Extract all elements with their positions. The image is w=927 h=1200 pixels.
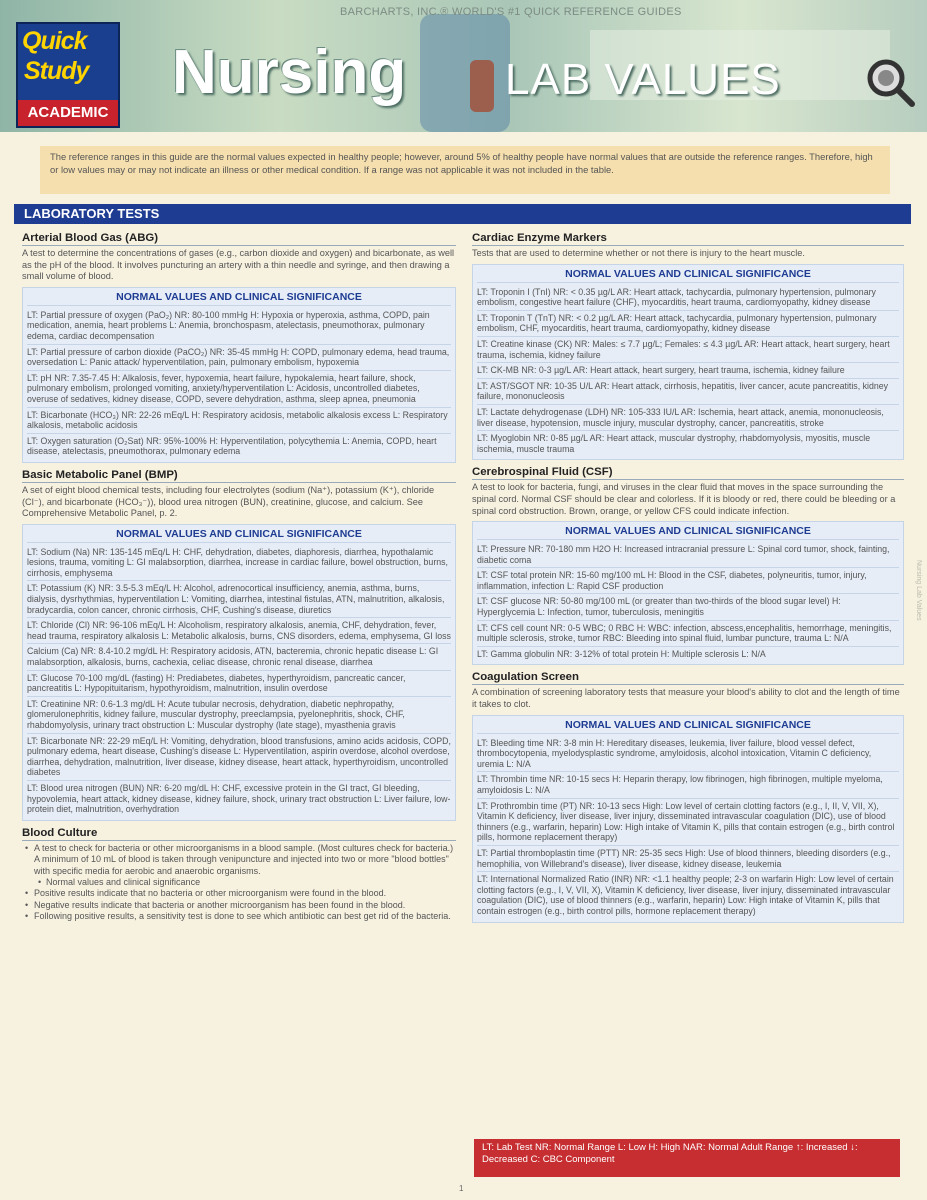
values-box-cardiac-enzymes (472, 264, 904, 461)
decor-shape (420, 14, 510, 132)
logo-quick-text: Quick (22, 27, 87, 55)
section-desc-coagulation: A combination of screening laboratory tests that measure your blood's ability to clot and the length of time it takes to clot. (472, 687, 900, 710)
intro-note: The reference ranges in this guide are the normal values expected in healthy people; however, around 5% of healthy people have normal values that are outside the reference ranges. Therefore, high or low values may or may not indicate an illness or other medical condition. If a range was not applicable it was not included in the table. (40, 146, 890, 194)
list-item: • A test to check for bacteria or other microorganisms in a blood sample. (Most cultures check for bacteria.) A minimum of 10 mL of blood is taken through venipuncture and injected into two or more "blood bottles" with specific media for aerobic and anaerobic organisms. (22, 843, 456, 877)
section-desc-bmp: A set of eight blood chemical tests, including four electrolytes (sodium (Na⁺), potassium (K⁺), chloride (Cl⁻), and bicarbonate (HCO₃⁻)), blood urea nitrogen (BUN), creatinine, glucose, and calcium. See Comprehensive Metabolic Panel, p. 2. (22, 484, 435, 519)
abbreviation-legend: LT: Lab Test NR: Normal Range L: Low H: High NAR: Normal Adult Range ↑: Increased ↓: Decreased C: CBC Component (474, 1139, 900, 1177)
lab-entry: LT: Creatinine NR: 0.6-1.3 mg/dL H: Acute tubular necrosis, dehydration, diabetic nephropathy, glomerulonephritis, kidney failure, muscular dystrophy, preeclampsia, pyelonephritis, shock, CHF, rhabdomyolysis, urinary tract obstruction L: Muscular dystrophy (late stage), myasthenia gravis (27, 697, 451, 734)
lab-entry: LT: CK-MB NR: 0-3 µg/L AR: Heart attack, heart surgery, heart trauma, ischemia, kidney failure (477, 363, 899, 379)
lab-entry: LT: Lactate dehydrogenase (LDH) NR: 105-333 IU/L AR: Ischemia, heart attack, anemia, mononucleosis, liver disease, hypotension, muscle injury, muscular dystrophy, cancer, pancreatitis, stroke (477, 405, 899, 431)
lab-entry: LT: Oxygen saturation (O₂Sat) NR: 95%-100% H: Hyperventilation, polycythemia L: Anemia, COPD, heart disease, atelectasis, pneumothorax, pulmonary edema (27, 435, 437, 457)
lab-entry: LT: International Normalized Ratio (INR) NR: <1.1 healthy people; 2-3 on warfarin High: Low level of certain clotting factors (e.g., I, V, VII, X), Vitamin K deficiency, liver disease, liver injury, disseminated intravascular coagulation (DIC), use of blood thinners (e.g., warfarin, heparin) Low: High intake of Vitamin K, pills that contain estrogen (e.g., birth control pills, hormone replacement therapy) (477, 874, 894, 916)
lab-entry: LT: Bleeding time NR: 3-8 min H: Hereditary diseases, leukemia, liver failure, blood vessel defect, thrombocytopenia, myelodysplastic syndrome, amyloidosis, alcohol intoxication, Vitamin C deficiency, uremia L: N/A (477, 736, 899, 773)
lab-entry: LT: Prothrombin time (PT) NR: 10-13 secs High: Low level of certain clotting factors (e.g., I, II, V, VII, X), Vitamin K deficiency, liver disease, liver injury, disseminated intravascular coagulation (DIC), use of blood thinners (e.g., warfarin, heparin) Low: High intake of Vitamin K, pills that contain estrogen (e.g., birth control pills, hormone replacement therapy) (477, 799, 899, 846)
left-column (22, 232, 456, 1177)
lab-entry: LT: Creatine kinase (CK) NR: Males: ≤ 7.7 µg/L; Females: ≤ 4.3 µg/L AR: Heart attack, heart surgery, heart trauma, ischemia, kidney failure (477, 337, 899, 363)
logo-study-text: Study (24, 57, 89, 85)
section-title-blood-culture: Blood Culture (22, 827, 456, 841)
values-heading: NORMAL VALUES AND CLINICAL SIGNIFICANCE (477, 268, 899, 283)
section-title-abg: Arterial Blood Gas (ABG) (22, 232, 456, 246)
section-title-csf: Cerebrospinal Fluid (CSF) (472, 466, 904, 480)
values-box-bmp (22, 524, 456, 821)
values-box-csf (472, 521, 904, 665)
values-box-coagulation (472, 715, 904, 923)
decor-shape (470, 60, 494, 112)
logo-academic-text: ACADEMIC (18, 100, 118, 126)
stethoscope-icon (864, 56, 916, 108)
values-box-abg (22, 287, 456, 463)
quickstudy-logo (16, 22, 120, 128)
lab-entry: LT: Blood urea nitrogen (BUN) NR: 6-20 mg/dL H: CHF, excessive protein in the GI tract, GI bleeding, hypovolemia, heart attack, kidney disease, kidney failure, shock, urinary tract obstruction L: Liver failure, low-protein diet, malnutrition, overhydration (27, 782, 451, 815)
lab-entry: LT: Troponin I (TnI) NR: < 0.35 µg/L AR: Heart attack, tachycardia, pulmonary hypertension, pulmonary embolism, congestive heart failure (CHF), myocarditis, heart trauma, cardiomyopathy, kidney disease (477, 285, 899, 311)
list-item: • Positive results indicate that no bacteria or other microorganism were found in the blood. (22, 888, 456, 899)
page-subtitle: LAB VALUES (505, 55, 781, 104)
section-desc-abg: A test to determine the concentrations of gases (e.g., carbon dioxide and oxygen) and bicarbonate, as well as the pH of the blood. It involves puncturing an artery with a thin needle and syringe, and then drawing a small volume of blood. (22, 248, 455, 282)
list-item: • Negative results indicate that bacteria or another microorganism has been found in the blood. (22, 900, 456, 911)
section-bar-laboratory-tests: LABORATORY TESTS (14, 204, 911, 224)
lab-entry: LT: Partial pressure of carbon dioxide (PaCO₂) NR: 35-45 mmHg H: COPD, pulmonary edema, head trauma, oversedation L: Panic attack/ hyperventilation, pain, pulmonary embolism, hypoxemia (27, 345, 451, 371)
header-banner (0, 0, 927, 132)
section-title-coagulation: Coagulation Screen (472, 671, 904, 685)
side-margin-text: Nursing Lab Values (915, 560, 922, 621)
lab-entry: LT: CFS cell count NR: 0-5 WBC; 0 RBC H: WBC: infection, abscess,encephalitis, hemorrhage, meningitis, multiple sclerosis, stroke, tumor RBC: Bleeding into spinal fluid, lumbar puncture, trauma L: N/A (477, 621, 899, 647)
page-number: 1 (459, 1184, 464, 1193)
lab-entry: LT: Potassium (K) NR: 3.5-5.3 mEq/L H: Alcohol, adrenocortical insufficiency, anemia, asthma, burns, dialysis, dysrhythmias, hyperventilation L: Vomiting, diarrhea, intestinal fistulas, ATN, malnutrition, alkalosis, bradycardia, colon cancer, chronic cirrhosis, CHF, Cushing's disease, diuretics (27, 581, 451, 618)
values-heading: NORMAL VALUES AND CLINICAL SIGNIFICANCE (477, 719, 899, 734)
publisher-tagline: BARCHARTS, INC.® WORLD'S #1 QUICK REFERENCE GUIDES (340, 6, 682, 18)
lab-entry: LT: Thrombin time NR: 10-15 secs H: Heparin therapy, low fibrinogen, high fibrinogen, multiple myeloma, amyloidosis L: N/A (477, 772, 899, 798)
lab-entry: LT: Myoglobin NR: 0-85 µg/L AR: Heart attack, muscular dystrophy, rhabdomyolysis, myositis, muscle ischemia, muscle trauma (477, 433, 871, 454)
values-heading: NORMAL VALUES AND CLINICAL SIGNIFICANCE (27, 528, 451, 543)
section-desc-cardiac-enzymes: Tests that are used to determine whether or not there is injury to the heart muscle. (472, 248, 805, 258)
lab-entry: Calcium (Ca) NR: 8.4-10.2 mg/dL H: Respiratory acidosis, ATN, bacteremia, chronic hepatic disease L: GI malabsorption, alkalosis, burns, cachexia, celiac disease, chronic renal disease, diarrhea (27, 644, 451, 670)
lab-entry: LT: CSF glucose NR: 50-80 mg/100 mL (or greater than two-thirds of the blood sugar level) H: Hyperglycemia L: Infection, tumor, tuberculosis, meningitis (477, 594, 899, 620)
lab-entry: LT: Partial thromboplastin time (PTT) NR: 25-35 secs High: Use of blood thinners, bleeding disorders (e.g., hemophilia, von Willebrand's disease), liver disease, kidney disease, leukemia (477, 846, 899, 872)
lab-entry: LT: Gamma globulin NR: 3-12% of total protein H: Multiple sclerosis L: N/A (477, 648, 766, 659)
values-heading: NORMAL VALUES AND CLINICAL SIGNIFICANCE (477, 525, 899, 540)
lab-entry: LT: Glucose 70-100 mg/dL (fasting) H: Prediabetes, diabetes, hyperthyroidism, pancreatic cancer, pancreatitis L: Hypopituitarism, hypothyroidism, malnutrition, insulin overdose (27, 671, 451, 697)
lab-entry: LT: CSF total protein NR: 15-60 mg/100 mL H: Blood in the CSF, diabetes, polyneuritis, tumor, injury, inflammation, infection L: Rapid CSF production (477, 568, 899, 594)
values-heading: NORMAL VALUES AND CLINICAL SIGNIFICANCE (27, 291, 451, 306)
section-desc-csf: A test to look for bacteria, fungi, and viruses in the clear fluid that moves in the space surrounding the spinal cord. Normal CSF should be clear and colorless. If it is bloody or red, there could be bleeding or a spinal cord obstruction. Brown, orange, or yellow CFS could indicate infection. (472, 482, 896, 516)
lab-entry: LT: pH NR: 7.35-7.45 H: Alkalosis, fever, hypoxemia, heart failure, hypokalemia, heart failure, shock, pulmonary embolism, prolonged vomiting, anxiety/hyperventilation L: Acidosis, uncontrolled diabetes, overuse of sedatives, kidney disease, COPD, severe dehydration, asthma, sleep apnea, pneumonia (27, 371, 451, 408)
lab-entry: LT: Sodium (Na) NR: 135-145 mEq/L H: CHF, dehydration, diabetes, diaphoresis, diarrhea, hypothalamic lesions, trauma, vomiting L: GI malabsorption, diarrhea, increase in cardiac failure, bowel obstruction, burns, cirrhosis, emphysema (27, 545, 451, 582)
list-item: • Normal values and clinical significance (22, 877, 456, 888)
section-title-bmp: Basic Metabolic Panel (BMP) (22, 469, 456, 483)
section-title-cardiac-enzymes: Cardiac Enzyme Markers (472, 232, 904, 246)
page-title: Nursing (172, 38, 407, 107)
lab-entry: LT: Troponin T (TnT) NR: < 0.2 µg/L AR: Heart attack, tachycardia, pulmonary hypertension, pulmonary embolism, CHF, myocarditis, heart trauma, cardiomyopathy, kidney disease (477, 311, 899, 337)
right-column (472, 232, 904, 1137)
lab-entry: LT: Bicarbonate (HCO₃) NR: 22-26 mEq/L H: Respiratory acidosis, metabolic alkalosis excess L: Respiratory alkalosis, metabolic acidosis (27, 408, 451, 434)
lab-entry: LT: Pressure NR: 70-180 mm H2O H: Increased intracranial pressure L: Spinal cord tumor, shock, fainting, diabetic coma (477, 542, 899, 568)
list-item: • Following positive results, a sensitivity test is done to see which antibiotic can best get rid of the bacteria. (22, 911, 456, 922)
lab-entry: LT: Partial pressure of oxygen (PaO₂) NR: 80-100 mmHg H: Hypoxia or hyperoxia, asthma, COPD, pain medication, anemia, heart problems L: Anemia, bronchospasm, atelectasis, pneumothorax, pulmonary edema, cardiac decompensation (27, 308, 451, 345)
lab-entry: LT: Chloride (Cl) NR: 96-106 mEq/L H: Alcoholism, respiratory alkalosis, anemia, CHF, dehydration, fever, head trauma, respiratory alkalosis L: Metabolic alkalosis, burns, CNS disorders, edema, emphysema, GI loss (27, 618, 451, 644)
lab-entry: LT: Bicarbonate NR: 22-29 mEq/L H: Vomiting, dehydration, blood transfusions, amino acids acidosis, COPD, pulmonary edema, heart disease, Cushing's disease L: Hyperventilation, aspirin overdose, alcohol overdose, diarrhea, dehydration, malnutrition, liver disease, kidney disease, heart attack, hyperthyroidism, uncontrolled diabetes (27, 734, 451, 781)
lab-entry: LT: AST/SGOT NR: 10-35 U/L AR: Heart attack, cirrhosis, hepatitis, liver cancer, acute pancreatitis, kidney failure, mononucleosis (477, 379, 899, 405)
